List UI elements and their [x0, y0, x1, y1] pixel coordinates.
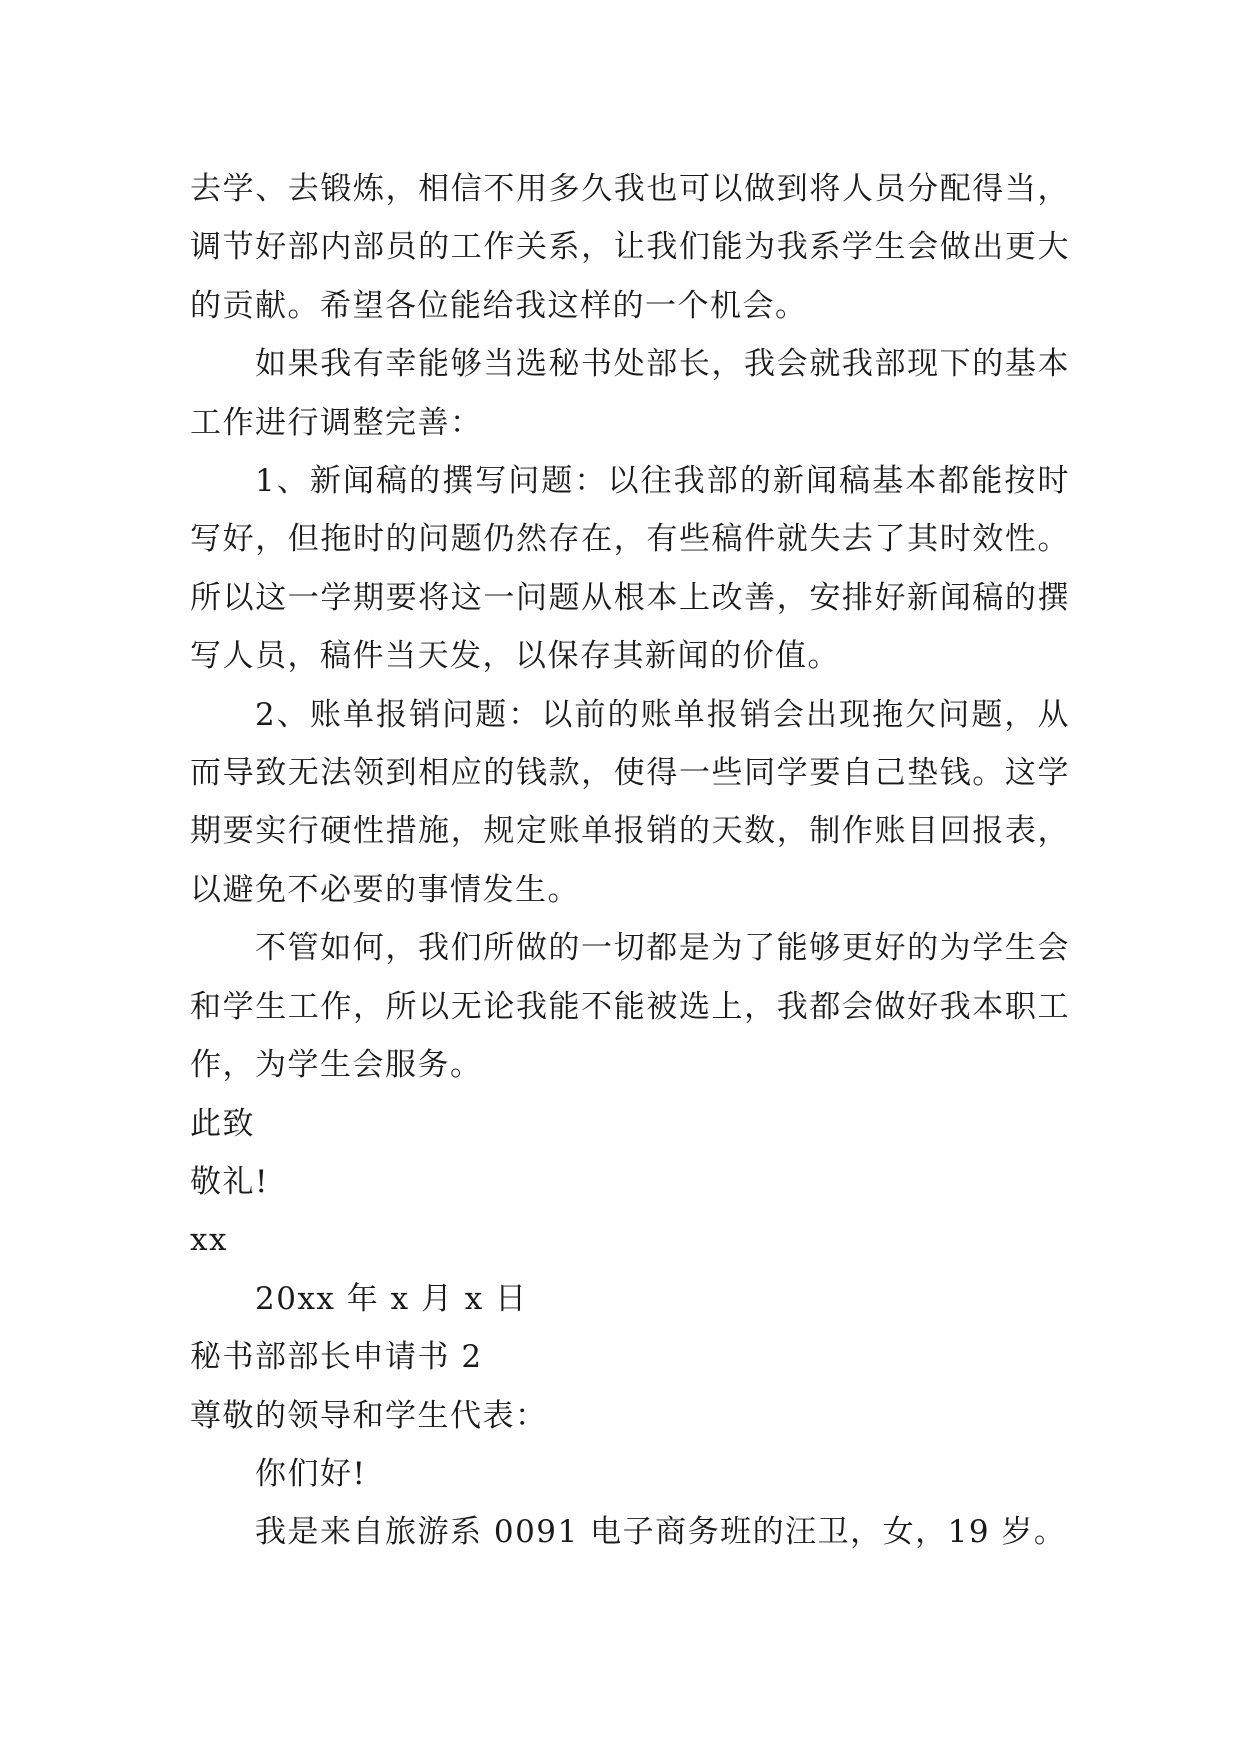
closing-line-2: 敬礼! — [190, 1163, 269, 1200]
paragraph-continuation: 去学、去锻炼，相信不用多久我也可以做到将人员分配得当，调节好部内部员的工作关系，让我们能为我系学生会做出更大的贡献。希望各位能给我这样的一个机会。 — [190, 171, 1070, 324]
greeting: 你们好! — [255, 1455, 367, 1492]
paragraph-conclusion: 不管如何，我们所做的一切都是为了能够更好的为学生会和学生工作，所以无论我能不能被选上，我都会做好我本职工作，为学生会服务。 — [190, 930, 1070, 1084]
signature: xx — [190, 1222, 228, 1259]
intro-line: 我是来自旅游系 0091 电子商务班的汪卫，女，19 岁。 — [255, 1514, 1067, 1551]
salutation: 尊敬的领导和学生代表： — [190, 1397, 548, 1434]
document-body — [190, 160, 1070, 1562]
section-title: 秘书部部长申请书 2 — [190, 1339, 483, 1376]
paragraph-plan-intro: 如果我有幸能够当选秘书处部长，我会就我部现下的基本工作进行调整完善： — [190, 346, 1070, 441]
date-line: 20xx 年 x 月 x 日 — [255, 1280, 528, 1317]
paragraph-item-1: 1、新闻稿的撰写问题：以往我部的新闻稿基本都能按时写好，但拖时的问题仍然存在，有些稿件就失去了其时效性。所以这一学期要将这一问题从根本上改善，安排好新闻稿的撰写人员，稿件当天发，以保存其新闻的价值。 — [190, 463, 1070, 675]
closing-line-1: 此致 — [190, 1105, 255, 1142]
paragraph-item-2: 2、账单报销问题：以前的账单报销会出现拖欠问题，从而导致无法领到相应的钱款，使得一些同学要自己垫钱。这学期要实行硬性措施，规定账单报销的天数，制作账目回报表，以避免不必要的事情发生。 — [190, 696, 1070, 908]
